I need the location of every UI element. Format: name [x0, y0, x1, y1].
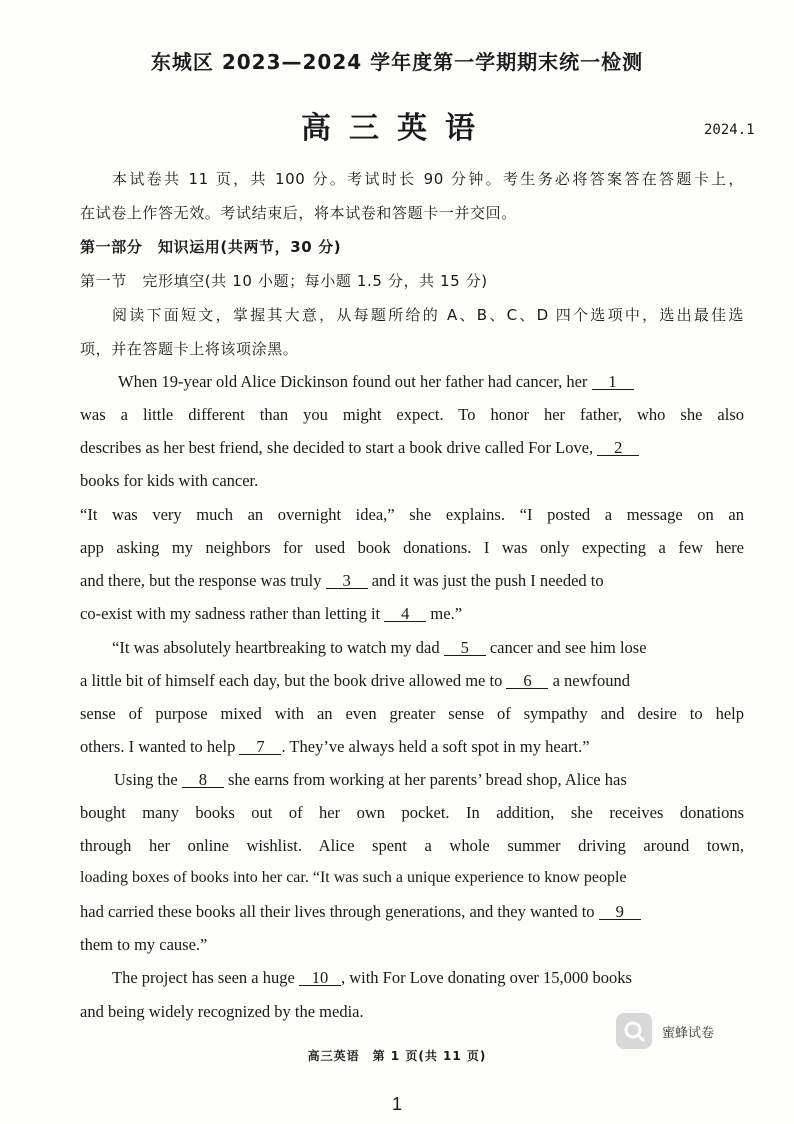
passage-line: through her online wishlist. Alice spent a whole summer driving around town, — [80, 836, 744, 855]
blank-4: 4 — [384, 606, 426, 622]
blank-6: 6 — [506, 673, 548, 689]
direction-line-1: 阅读下面短文，掌握其大意，从每题所给的 A、B、C、D 四个选项中，选出最佳选 — [112, 306, 744, 324]
passage-text: . They’ve always held a soft spot in my heart.” — [281, 737, 590, 756]
passage-text: cancer and see him lose — [489, 638, 647, 657]
passage-line — [80, 902, 744, 922]
passage-text: When 19-year old Alice Dickinson found out her father had cancer, her — [118, 372, 588, 391]
passage-text: she earns from working at her parents’ bread shop, Alice has — [227, 770, 627, 789]
blank-9: 9 — [599, 904, 641, 920]
passage-text: Using the — [114, 770, 178, 789]
blank-10: 10 — [299, 970, 341, 986]
passage-line: books for kids with cancer. — [80, 471, 259, 490]
blank-5: 5 — [444, 640, 486, 656]
instruction-line-2: 在试卷上作答无效。考试结束后，将本试卷和答题卡一并交回。 — [80, 204, 517, 222]
page-footer: 高三英语 第 1 页(共 11 页) — [307, 1049, 487, 1063]
section-1-heading: 第一节 完形填空(共 10 小题；每小题 1.5 分，共 15 分) — [80, 272, 488, 290]
blank-8: 8 — [182, 772, 224, 788]
exam-title: 东城区 2023—2024 学年度第一学期期末统一检测 — [150, 50, 644, 74]
instruction-line-1: 本试卷共 11 页，共 100 分。考试时长 90 分钟。考生务必将答案答在答题卡上， — [112, 170, 744, 188]
passage-line: app asking my neighbors for used book donations. I was only expecting a few here — [80, 538, 744, 557]
passage-line — [118, 372, 744, 392]
passage-line — [112, 638, 744, 658]
passage-text: co-exist with my sadness rather than letting it — [80, 604, 381, 623]
passage-line: “It was very much an overnight idea,” she explains. “I posted a message on an — [80, 505, 744, 524]
passage-line — [112, 968, 744, 988]
passage-text: others. I wanted to help — [80, 737, 236, 756]
passage-text: and it was just the push I needed to — [371, 571, 604, 590]
passage-text: “It was absolutely heartbreaking to watch my dad — [112, 638, 440, 657]
passage-text: had carried these books all their lives through generations, and they wanted to — [80, 902, 595, 921]
page-number: 1 — [391, 1094, 402, 1114]
passage-text: a little bit of himself each day, but the book drive allowed me to — [80, 671, 503, 690]
passage-text: me.” — [430, 604, 463, 623]
passage-text: , with For Love donating over 15,000 books — [340, 968, 632, 987]
passage-line — [80, 571, 744, 591]
passage-line: loading boxes of books into her car. “It was such a unique experience to know people — [80, 869, 627, 886]
passage-line: bought many books out of her own pocket. In addition, she receives donations — [80, 803, 744, 822]
passage-line — [80, 737, 744, 757]
direction-line-2: 项，并在答题卡上将该项涂黑。 — [80, 340, 299, 358]
exam-subject: 高三英语 — [301, 111, 493, 146]
passage-line: was a little different than you might expect. To honor her father, who she also — [80, 405, 744, 424]
blank-3: 3 — [326, 573, 368, 589]
passage-line — [80, 438, 744, 458]
passage-text: The project has seen a huge — [112, 968, 295, 987]
blank-2: 2 — [597, 440, 639, 456]
watermark — [616, 1013, 714, 1049]
exam-date: 2024.1 — [704, 122, 755, 138]
passage-line — [80, 671, 744, 691]
blank-1: 1 — [592, 374, 634, 390]
blank-7: 7 — [239, 739, 281, 755]
part-1-heading: 第一部分 知识运用(共两节，30 分) — [80, 238, 342, 256]
passage-line: sense of purpose mixed with an even greater sense of sympathy and desire to help — [80, 704, 744, 723]
passage-line: them to my cause.” — [80, 935, 208, 954]
passage-text: a newfound — [552, 671, 631, 690]
passage-line: and being widely recognized by the media. — [80, 1002, 364, 1021]
passage-line — [80, 604, 744, 624]
passage-line — [114, 770, 744, 790]
passage-text: describes as her best friend, she decided to start a book drive called For Love, — [80, 438, 594, 457]
watermark-label: 蜜蜂试卷 — [662, 1025, 715, 1041]
passage-text: and there, but the response was truly — [80, 571, 322, 590]
search-icon — [616, 1013, 652, 1049]
